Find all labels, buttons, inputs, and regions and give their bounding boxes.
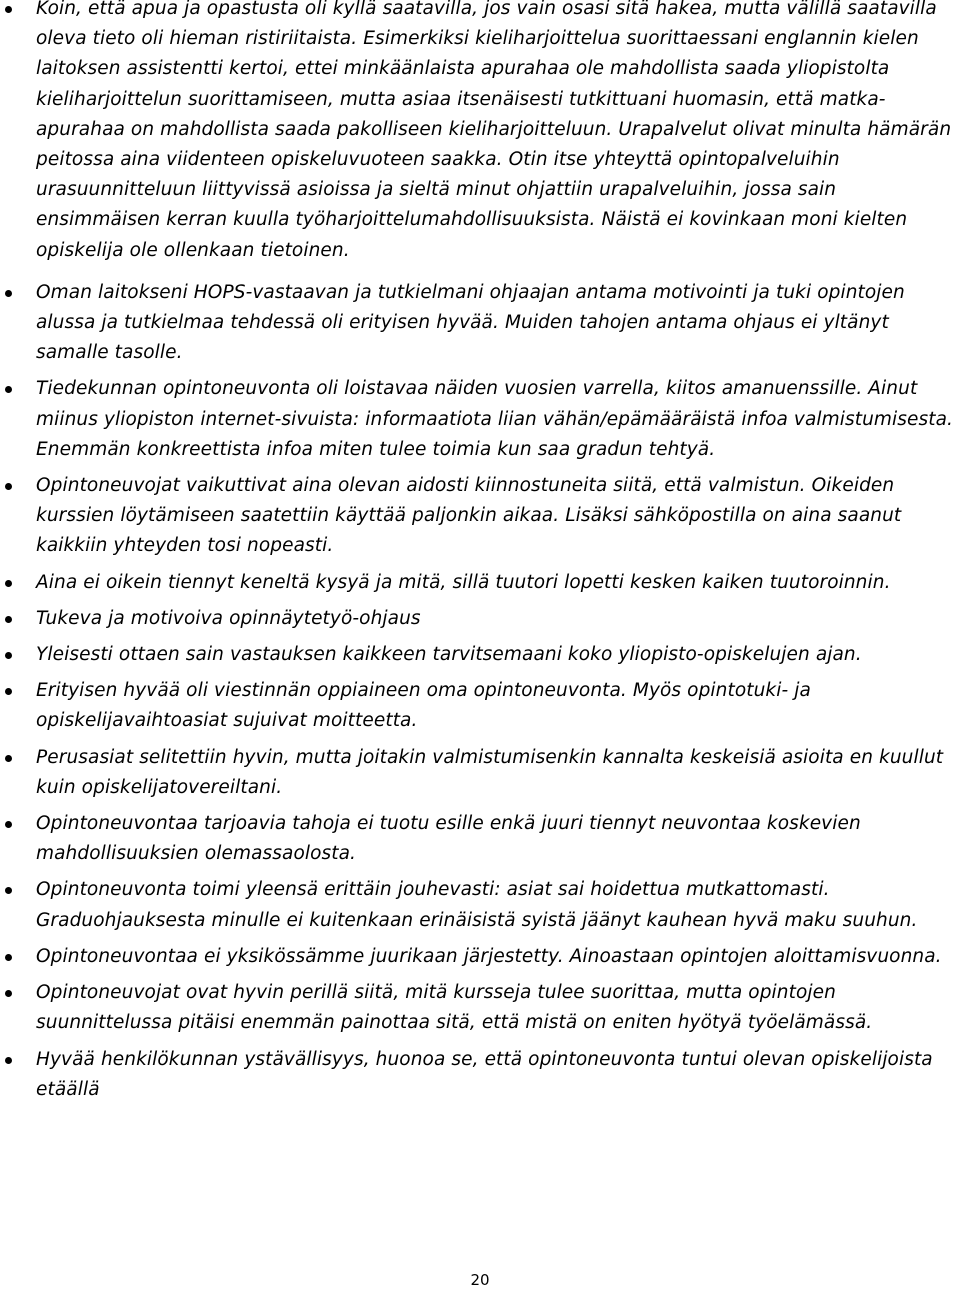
list-item-text: Opintoneuvontaa ei yksikössämme juurikaan järjestetty. Ainoastaan opintojen aloittamisvuonna. xyxy=(36,945,942,967)
list-item-text: Yleisesti ottaen sain vastauksen kaikkeen tarvitsemaani koko yliopisto-opiskelujen ajan. xyxy=(36,644,862,666)
list-item xyxy=(0,875,960,935)
list-item-text: Aina ei oikein tiennyt keneltä kysyä ja mitä, sillä tuutori lopetti kesken kaiken tuutoroinnin. xyxy=(36,571,891,593)
list-item-text: Oman laitokseni HOPS-vastaavan ja tutkielmani ohjaajan antama motivointi ja tuki opintojen alussa ja tutkielmaa tehdessä oli erityisen hyvää. Muiden tahojen antama ohjaus ei yltänyt samalle tasolle. xyxy=(36,281,905,364)
bullet-icon xyxy=(5,652,12,659)
list-item xyxy=(0,809,960,869)
list-item-text: Opintoneuvonta toimi yleensä erittäin jouhevasti: asiat sai hoidettua mutkattomasti. Graduohjauksesta minulle ei kuitenkaan erinäisistä syistä jäänyt kauhean hyvä maku suuhun. xyxy=(36,879,918,931)
list-item-text: Tiedekunnan opintoneuvonta oli loistavaa näiden vuosien varrella, kiitos amanuenssille. Ainut miinus yliopiston internet-sivuista: informaatiota liian vähän/epämääräistä infoa valmistumisesta. Enemmän konkreettista infoa miten tulee toimia kun saa gradun tehtyä. xyxy=(36,378,953,460)
list-item xyxy=(0,0,960,266)
bullet-icon xyxy=(5,616,12,623)
list-item xyxy=(0,374,960,465)
bullet-icon xyxy=(5,688,12,695)
list-item xyxy=(0,942,960,972)
list-item xyxy=(0,471,960,562)
bullet-icon xyxy=(5,990,12,997)
list-item xyxy=(0,604,960,634)
list-item xyxy=(0,568,960,598)
bullet-icon xyxy=(5,6,12,13)
page-number: 20 xyxy=(470,1271,490,1289)
bullet-icon xyxy=(5,580,12,587)
list-item xyxy=(0,278,960,369)
bullet-icon xyxy=(5,290,12,297)
bullet-icon xyxy=(5,821,12,828)
bullet-icon xyxy=(5,954,12,961)
bullet-icon xyxy=(5,1057,12,1064)
bullet-icon xyxy=(5,386,12,393)
list-item xyxy=(0,978,960,1038)
list-item xyxy=(0,640,960,670)
list-item xyxy=(0,1045,960,1105)
list-item-text: Erityisen hyvää oli viestinnän oppiaineen oma opintoneuvonta. Myös opintotuki- ja opiskelijavaihtoasiat sujuivat moitteetta. xyxy=(36,680,811,732)
list-item-text: Tukeva ja motivoiva opinnäytetyö-ohjaus xyxy=(36,607,421,629)
list-item xyxy=(0,676,960,736)
list-item xyxy=(0,743,960,803)
list-item-text: Opintoneuvojat ovat hyvin perillä siitä, mitä kursseja tulee suorittaa, mutta opintojen suunnittelussa pitäisi enemmän painottaa sitä, että mistä on eniten hyötyä työelämässä. xyxy=(36,982,873,1034)
list-item-text: Hyvää henkilökunnan ystävällisyys, huonoa se, että opintoneuvonta tuntui olevan opiskelijoista etäällä xyxy=(36,1048,933,1100)
bullet-icon xyxy=(5,887,12,894)
list-item-text: Opintoneuvojat vaikuttivat aina olevan aidosti kiinnostuneita siitä, että valmistun. Oikeiden kurssien löytämiseen saatettiin käyttää paljonkin aikaa. Lisäksi sähköpostilla on aina saanut kaikkiin yhteyden tosi nopeasti. xyxy=(36,475,902,557)
bullet-icon xyxy=(5,755,12,762)
list-item-text: Perusasiat selitettiin hyvin, mutta joitakin valmistumisenkin kannalta keskeisiä asioita en kuullut kuin opiskelijatovereiltani. xyxy=(36,746,944,798)
list-item-text: Koin, että apua ja opastusta oli kyllä saatavilla, jos vain osasi sitä hakea, mutta välillä saatavilla oleva tieto oli hieman ristiriitaista. Esimerkiksi kieliharjoittelua suorittaessani englannin kielen laitoksen assistentti kertoi, ettei minkäänlaista apurahaa ole mahdollista saada yliopistolta kieliharjoittelun suorittamiseen, mutta asiaa itsenäisesti tutkittuani huomasin, että matka-apurahaa on mahdollista saada pakolliseen kieliharjoitteluun. Urapalvelut olivat minulta hämärän peitossa aina viidenteen opiskeluvuoteen saakka. Otin itse yhteyttä opintopalveluihin urasuunnitteluun liittyvissä asioissa ja sieltä minut ohjattiin urapalveluihin, jossa sain ensimmäisen kerran kuulla työharjoittelumahdollisuuksista. Näistä ei kovinkaan moni kielten opiskelija ole ollenkaan tietoinen. xyxy=(36,0,952,261)
bullet-icon xyxy=(5,483,12,490)
list-item-text: Opintoneuvontaa tarjoavia tahoja ei tuotu esille enkä juuri tiennyt neuvontaa koskevien mahdollisuuksien olemassaolosta. xyxy=(36,813,861,865)
